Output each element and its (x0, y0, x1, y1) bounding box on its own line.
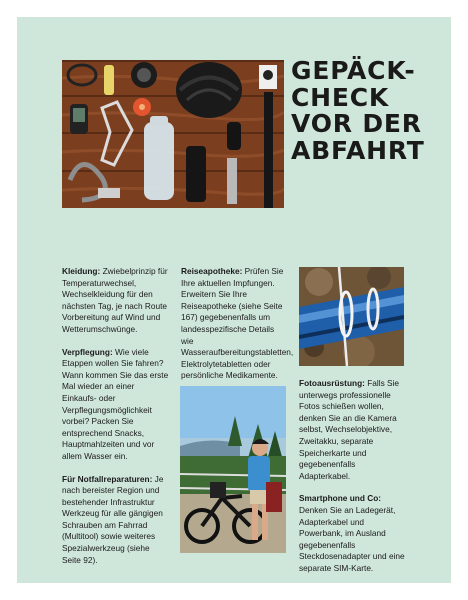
paragraph-clothing (62, 266, 170, 336)
page-title (291, 58, 441, 164)
title-line: GEPÄCK- (291, 56, 416, 85)
title-line: VOR DER (291, 109, 422, 138)
paragraph-repairs (62, 474, 170, 567)
paragraph-body: Zwiebelprinzip für Temperaturwechsel, Wechselkleidung für den nächsten Tag, je nach Route Vorbereitung auf Wind und Wetterumschwünge. (62, 266, 168, 334)
paragraph-body: Prüfen Sie Ihre aktuellen Impfungen. Erweitern Sie Ihre Reiseapotheke (siehe Seite 167) gegebenenfalls um landesspezifische Details wie Wasseraufbereitungstabletten, Elektrolytetabletten oder persönliche Medikamente. (181, 266, 294, 381)
text-column-middle (181, 266, 294, 393)
paragraph-heading: Für Notfallreparaturen: (62, 473, 153, 484)
paragraph-heading: Verpflegung: (62, 346, 113, 357)
cyclist-viewpoint-photo (180, 386, 286, 553)
text-column-left (62, 266, 170, 577)
paragraph-body: Je nach bereister Region und bestehender Infrastruktur Werkzeug für alle gängigen Schrauben am Fahrrad (Multitool) sowie weiteres Spezialwerkzeug (siehe Seite 92). (62, 473, 164, 565)
paragraph-heading: Smartphone und Co: (299, 493, 382, 504)
paragraph-smartphone (299, 493, 405, 574)
paragraph-heading: Kleidung: (62, 266, 101, 276)
paragraph-body: Falls Sie unterwegs professionelle Fotos schießen wollen, denken Sie an die Kamera selbst, Wechselobjektive, Zweitakku, separate Speicherkarte und gegebenenfalls Adapterkabel. (299, 378, 400, 481)
cable-tie-bike-frame-photo (299, 267, 404, 366)
paragraph-body: Wie viele Etappen wollen Sie fahren? Wann kommen Sie das erste Mal wieder an einer Einkaufs- oder Verpflegungsmöglichkeit vorbei? Packen Sie entsprechend Snacks, Hauptmahlzeiten und vor allem Wasser ein. (62, 346, 169, 461)
paragraph-photo-gear (299, 378, 405, 482)
text-column-right (299, 378, 405, 586)
paragraph-food (62, 347, 170, 463)
paragraph-heading: Reiseapotheke: (181, 266, 243, 276)
paragraph-first-aid (181, 266, 294, 382)
gear-flatlay-photo (62, 60, 284, 208)
title-line: CHECK (291, 82, 390, 112)
paragraph-body: Denken Sie an Ladegerät, Adapterkabel und Powerbank, im Ausland gegebenenfalls Steckdosenadapter und eine separate SIM-Karte. (299, 504, 405, 573)
title-line: ABFAHRT (291, 135, 425, 165)
paragraph-heading: Fotoausrüstung: (299, 378, 365, 388)
